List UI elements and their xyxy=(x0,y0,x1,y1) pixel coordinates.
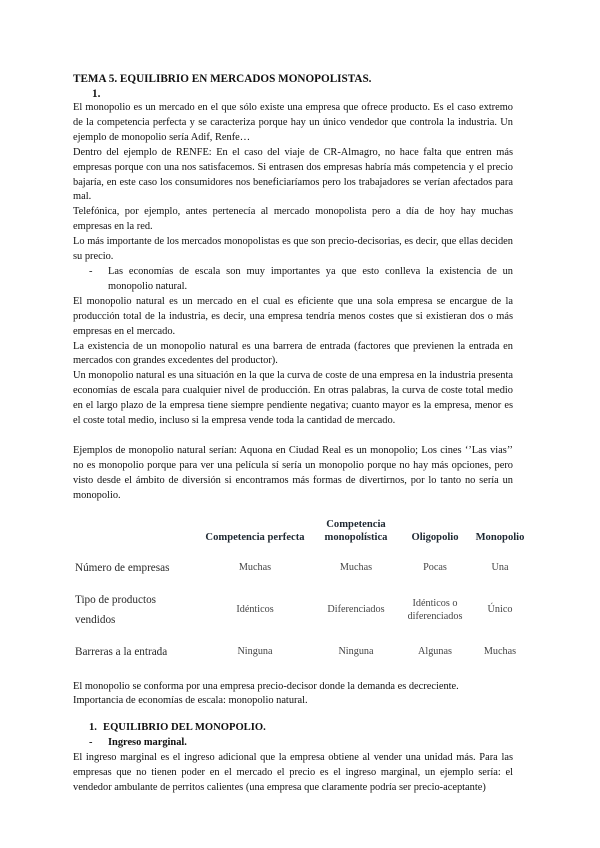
subsection-dash: - xyxy=(89,737,93,749)
spacer xyxy=(73,429,513,444)
table-cell: Pocas xyxy=(423,562,447,574)
section-number: 1. xyxy=(89,722,97,734)
table-cell: Muchas xyxy=(238,562,272,574)
paragraph-examples: Ejemplos de monopolio natural serían: Aquona en Ciudad Real es un monopolio; Los cines ‘’Las vias’’ no es monopolio porque para ver una película sí sería un monopolio porque no hay más opciones, pero visto desde el ámbito de diversión si encontramos más formas de divertirnos, por lo tanto no sería un monopolio. xyxy=(73,444,513,501)
table-cell: Idénticos xyxy=(236,604,274,616)
subsection-heading xyxy=(89,736,513,751)
paragraph-telefonica: Telefónica, por ejemplo, antes pertenecía al mercado monopolista pero a día de hoy hay muchas empresas en la red. xyxy=(73,206,513,233)
table-row-label: Tipo de productos vendidos xyxy=(75,593,157,626)
table-header-cell xyxy=(73,516,195,552)
market-comparison-table xyxy=(73,516,527,668)
paragraph-renfe: Dentro del ejemplo de RENFE: En el caso del viaje de CR-Almagro, no hace falta que entren más empresas porque con una nos satisfacemos. Si entrasen dos empresas habría más competencia y el precio bajaría, en este caso los consumidores nos beneficiaríamos pero los trabajadores se verían afectados para mal. xyxy=(73,146,513,203)
table-header-cell: Competencia monopolística xyxy=(324,518,388,543)
table-row-label: Barreras a la entrada xyxy=(75,645,168,658)
subsection-title: Ingreso marginal. xyxy=(108,737,187,749)
table-row-label: Número de empresas xyxy=(75,561,170,574)
table-cell: Una xyxy=(491,562,509,574)
paragraph-cost-curve: Un monopolio natural es una situación en la que la curva de coste de una empresa en la industria presenta economías de escala para cualquier nivel de producción. En otras palabras, la curva de coste total medio en el largo plazo de la empresa tiene siempre pendiente negativa; cuanto mayor es la empresa, menor es el coste total medio, incluso si la empresa vende toda la cantidad de mercado. xyxy=(73,370,513,427)
document-body xyxy=(73,72,525,796)
paragraph-price-decision: Lo más importante de los mercados monopolistas es que son precio-decisorias, es decir, que ellas deciden su precio. xyxy=(73,236,513,263)
paragraph-price-decider: El monopolio se conforma por una empresa precio-decisor donde la demanda es decreciente. xyxy=(73,680,459,692)
table-cell: Único xyxy=(487,604,513,616)
document-title: TEMA 5. EQUILIBRIO EN MERCADOS MONOPOLISTAS. xyxy=(73,73,372,85)
table-header-cell: Competencia perfecta xyxy=(205,531,305,543)
table-header-cell: Monopolio xyxy=(475,531,525,543)
table-cell: Idénticos o diferenciados xyxy=(407,597,463,622)
paragraph-economies-of-scale: Importancia de economías de escala: monopolio natural. xyxy=(73,695,308,707)
section-heading xyxy=(89,721,513,736)
table-cell: Muchas xyxy=(483,646,517,658)
paragraph-marginal-revenue: El ingreso marginal es el ingreso adicional que la empresa obtiene al vender una unidad más. Para las empresas que no tienen poder en el mercado el precio es el ingreso marginal, un ejemplo sería: el vendedor ambulante de perritos calientes (una empresa que claramente podría ser precio-aceptante) xyxy=(73,752,513,793)
table-row xyxy=(73,636,527,668)
paragraph-natural-monopoly: El monopolio natural es un mercado en el cual es eficiente que una sola empresa se encargue de la producción total de la industria, es decir, una empresa tendría menos costes que si existieran dos o más empresas en el mercado. xyxy=(73,295,513,337)
bullet-text: Las economías de escala son muy importantes ya que esto conlleva la existencia de un monopolio natural. xyxy=(108,265,513,292)
table-cell: Ninguna xyxy=(338,646,374,658)
table-cell: Ninguna xyxy=(237,646,273,658)
table-cell: Diferenciados xyxy=(327,604,385,616)
section-title: EQUILIBRIO DEL MONOPOLIO. xyxy=(103,722,266,734)
table-cell: Algunas xyxy=(418,646,452,658)
table-header-row xyxy=(73,516,527,552)
table-row xyxy=(73,552,527,584)
bullet-item xyxy=(89,265,513,295)
table-cell: Muchas xyxy=(339,562,373,574)
table-header-cell: Oligopolio xyxy=(411,531,459,543)
paragraph-entry-barrier: La existencia de un monopolio natural es una barrera de entrada (factores que previenen la entrada en mercados con grandes excedentes del productor). xyxy=(73,340,513,367)
list-number: 1. xyxy=(92,88,101,100)
paragraph-definition: El monopolio es un mercado en el que sólo existe una empresa que ofrece producto. Es el caso extremo de la competencia perfecta y se caracteriza porque hay un único vendedor que controla la industria. Un ejemplo de monopolio sería Adif, Renfe… xyxy=(73,102,513,143)
table-row xyxy=(73,584,527,636)
bullet-dash: - xyxy=(89,265,93,277)
